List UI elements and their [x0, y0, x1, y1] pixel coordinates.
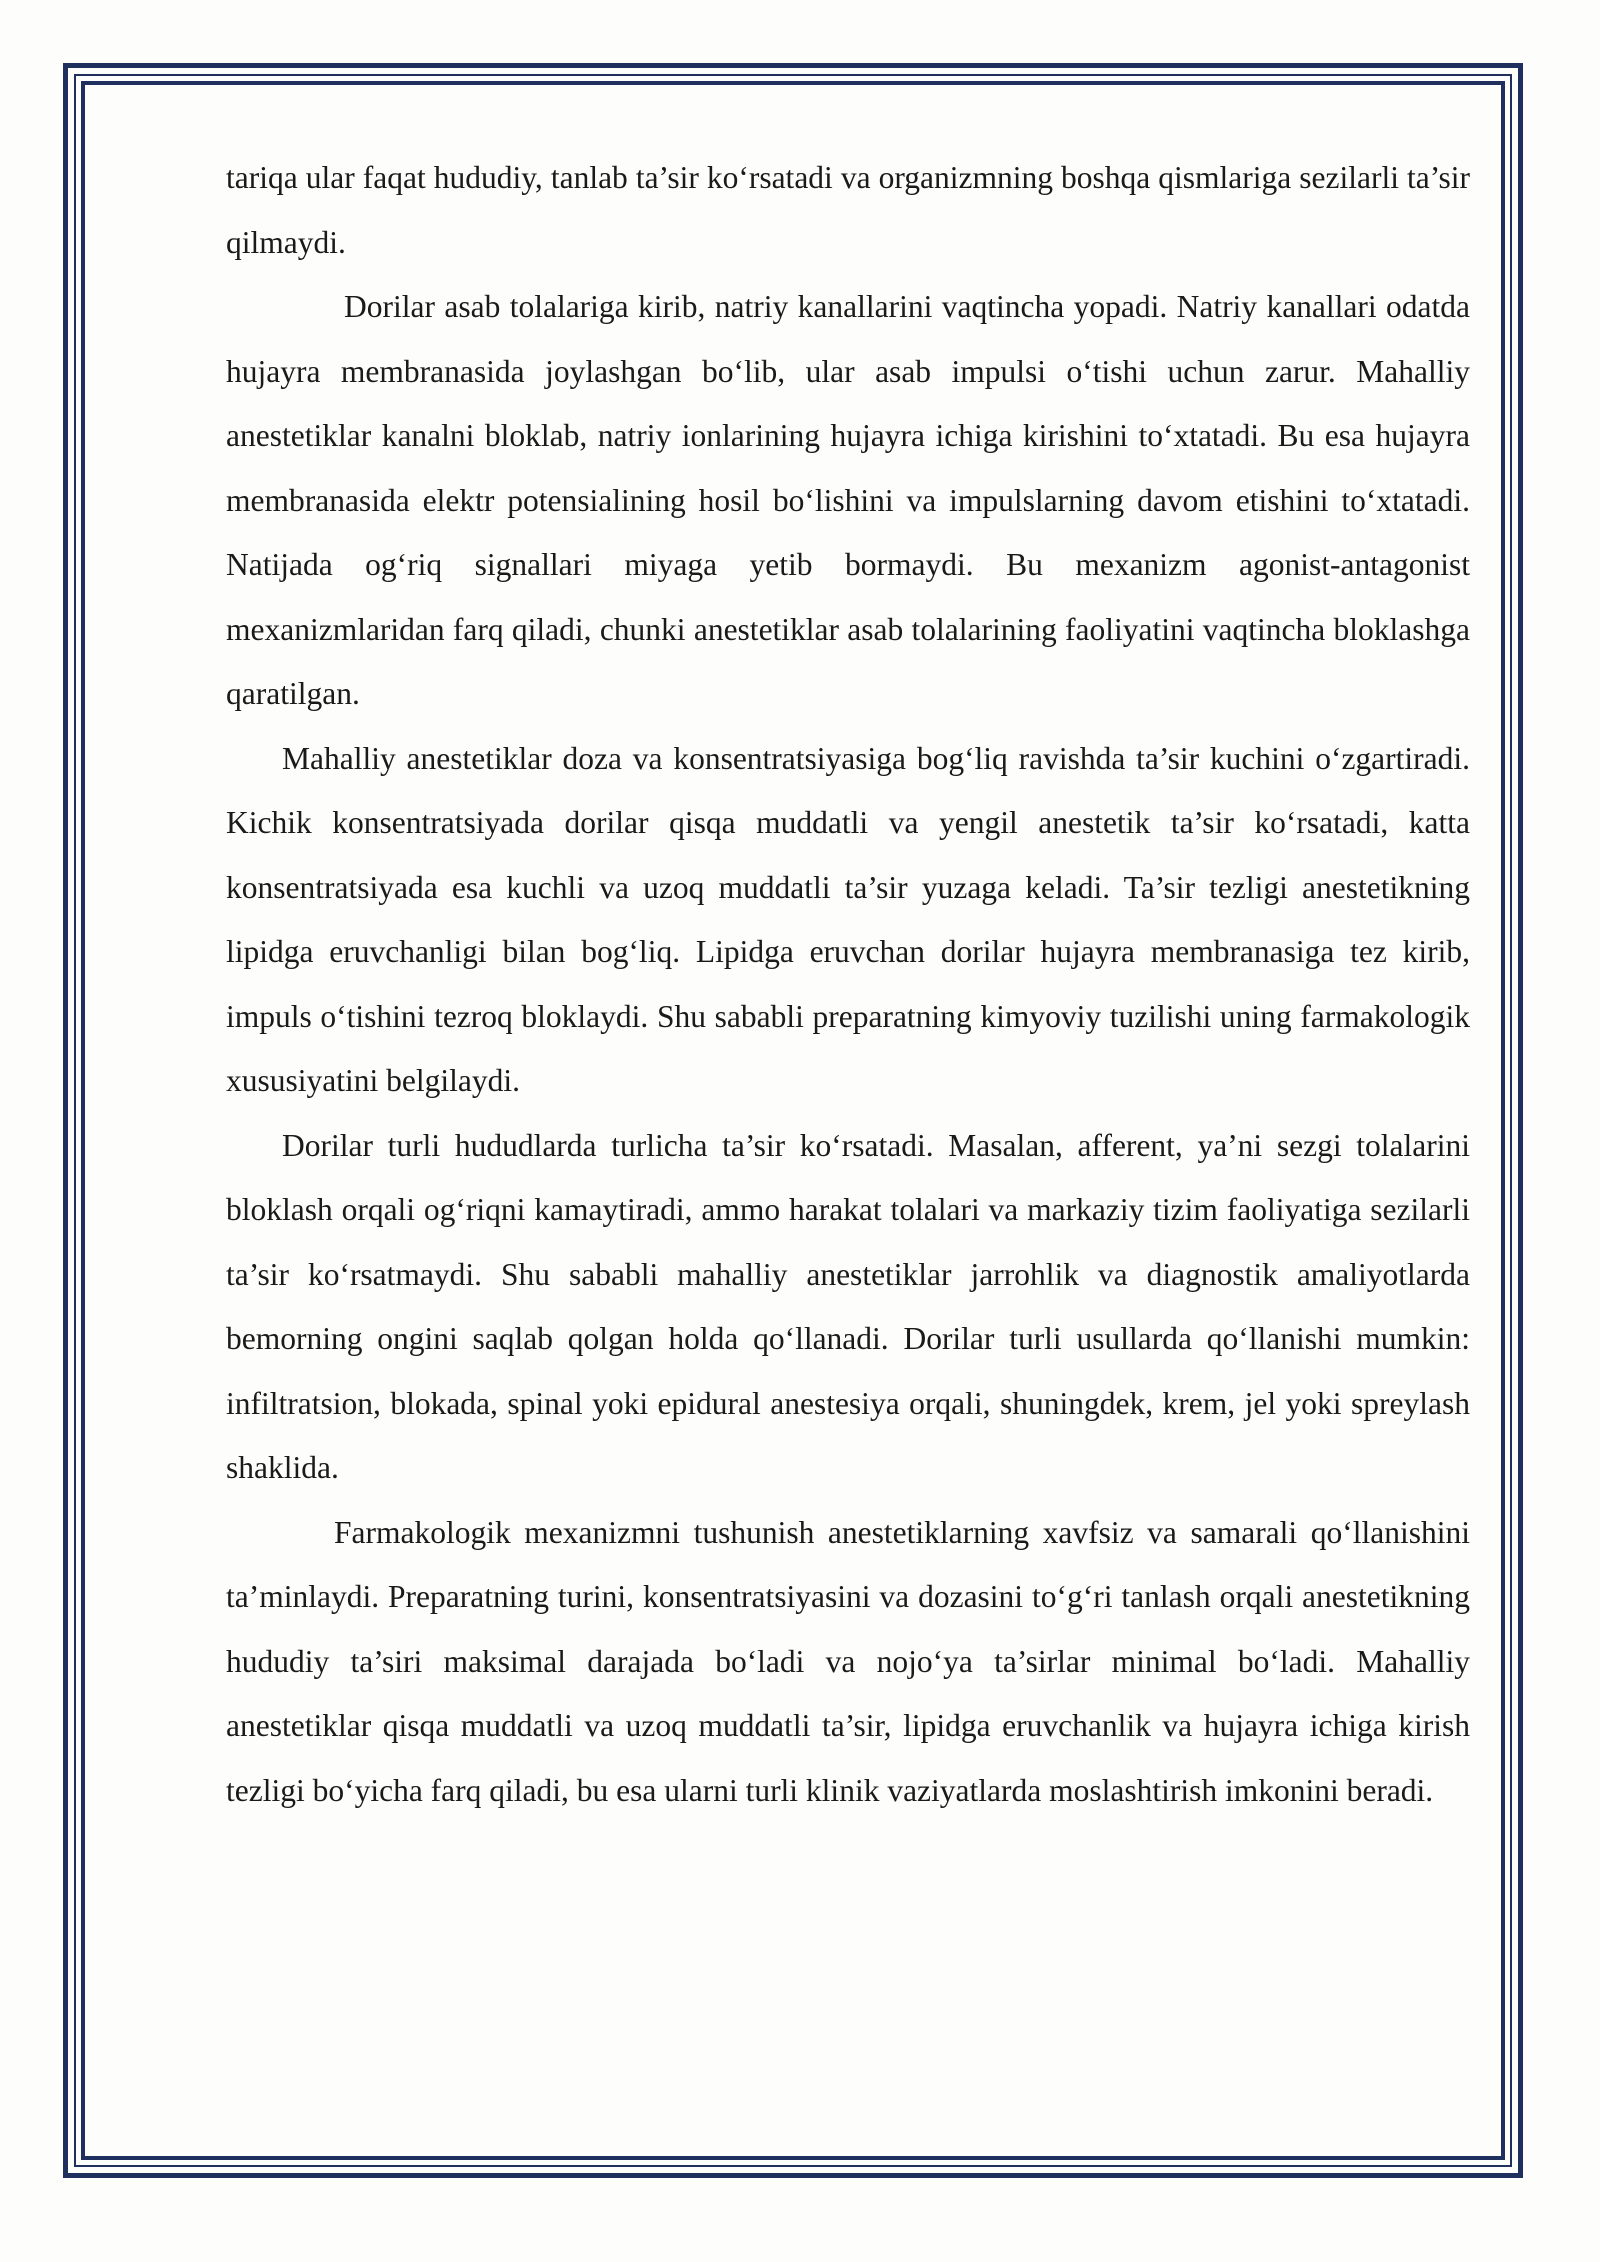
paragraph-continuation: tariqa ular faqat hududiy, tanlab ta’sir ko‘rsatadi va organizmning boshqa qismlariga sezilarli ta’sir qilmaydi.	[226, 160, 1470, 260]
paragraph-regional-effects: Dorilar turli hududlarda turlicha ta’sir ko‘rsatadi. Masalan, afferent, ya’ni sezgi tolalarini bloklash orqali og‘riqni kamaytiradi, ammo harakat tolalari va markaziy tizim faoliyatiga sezilarli ta’sir ko‘rsatmaydi. Shu sababli mahalliy anestetiklar jarrohlik va diagnostik amaliyotlarda bemorning ongini saqlab qolgan holda qo‘llanadi. Dorilar turli usullarda qo‘llanishi mumkin: infiltratsion, blokada, spinal yoki epidural anestesiya orqali, shuningdek, krem, jel yoki spreylash shaklida.	[226, 1127, 1470, 1485]
paragraph-sodium-channels: Dorilar asab tolalariga kirib, natriy kanallarini vaqtincha yopadi. Natriy kanallari odatda hujayra membranasida joylashgan bo‘lib, ular asab impulsi o‘tishi uchun zarur. Mahalliy anestetiklar kanalni bloklab, natriy ionlarining hujayra ichiga kirishini to‘xtatadi. Bu esa hujayra membranasida elektr potensialining hosil bo‘lishini va impulslarning davom etishini to‘xtatadi. Natijada og‘riq signallari miyaga yetib bormaydi. Bu mexanizm agonist-antagonist mexanizmlaridan farq qiladi, chunki anestetiklar asab tolalarining faoliyatini vaqtincha bloklashga qaratilgan.	[226, 289, 1470, 711]
document-body	[226, 146, 1470, 1823]
paragraph-pharmacological-mechanism: Farmakologik mexanizmni tushunish anestetiklarning xavfsiz va samarali qo‘llanishini ta’minlaydi. Preparatning turini, konsentratsiyasini va dozasini to‘g‘ri tanlash orqali anestetikning hududiy ta’siri maksimal darajada bo‘ladi va nojo‘ya ta’sirlar minimal bo‘ladi. Mahalliy anestetiklar qisqa muddatli va uzoq muddatli ta’sir, lipidga eruvchanlik va hujayra ichiga kirish tezligi bo‘yicha farq qiladi, bu esa ularni turli klinik vaziyatlarda moslashtirish imkonini beradi.	[226, 1514, 1470, 1808]
paragraph-dose-concentration: Mahalliy anestetiklar doza va konsentratsiyasiga bog‘liq ravishda ta’sir kuchini o‘zgartiradi. Kichik konsentratsiyada dorilar qisqa muddatli va yengil anestetik ta’sir ko‘rsatadi, katta konsentratsiyada esa kuchli va uzoq muddatli ta’sir yuzaga keladi. Ta’sir tezligi anestetikning lipidga eruvchanligi bilan bog‘liq. Lipidga eruvchan dorilar hujayra membranasiga tez kirib, impuls o‘tishini tezroq bloklaydi. Shu sababli preparatning kimyoviy tuzilishi uning farmakologik xususiyatini belgilaydi.	[226, 740, 1470, 1098]
